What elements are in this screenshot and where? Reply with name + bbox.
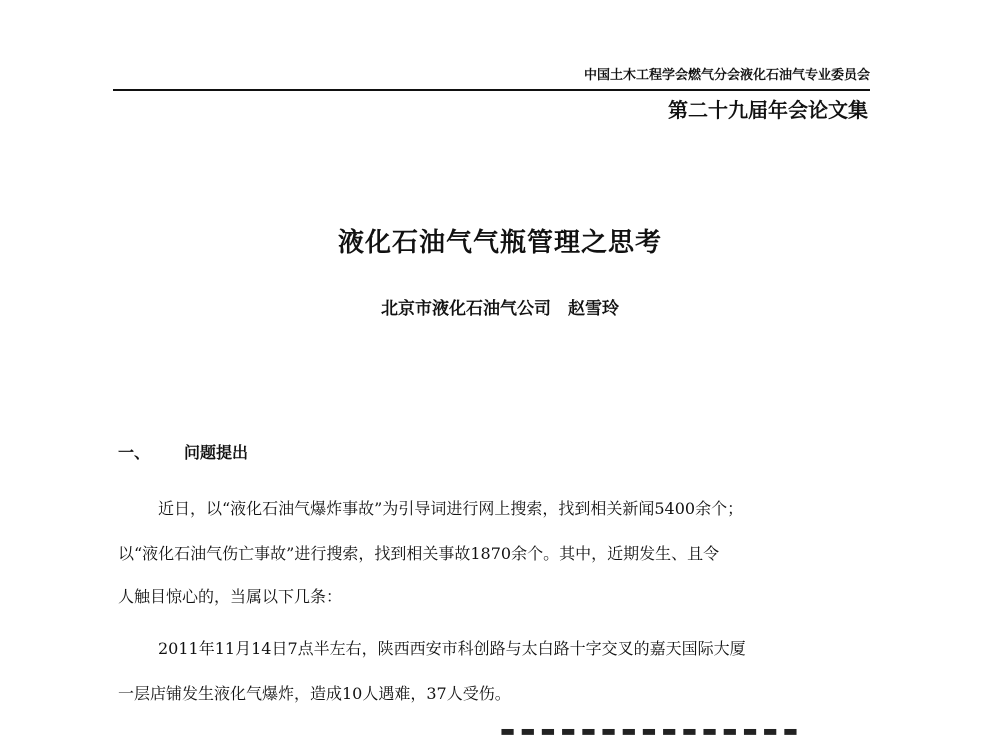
section-number: 一、 [118, 443, 151, 462]
header-volume-title: 第二十九届年会论文集 [668, 98, 868, 122]
paragraph-line: 一层店铺发生液化气爆炸，造成10人遇难，37人受伤。 [118, 684, 511, 703]
paper-author: 北京市液化石油气公司 赵雪玲 [381, 299, 619, 319]
paragraph-line: 以“液化石油气伤亡事故”进行搜索，找到相关事故1870余个。其中，近期发生、且令 [118, 544, 720, 563]
paragraph-line: 人触目惊心的，当属以下几条： [118, 587, 343, 606]
header-organization: 中国土木工程学会燃气分会液化石油气专业委员会 [583, 68, 870, 83]
paragraph-line: 2011年11月14日7点半左右，陕西西安市科创路与太白路十字交叉的嘉天国际大厦 [158, 639, 746, 658]
cut-off-text-fragment [500, 727, 870, 737]
paragraph-line: 近日，以“液化石油气爆炸事故”为引导词进行网上搜索，找到相关新闻5400余个； [158, 499, 744, 518]
section-heading [118, 440, 248, 463]
section-title: 问题提出 [184, 443, 249, 462]
cut-off-line: ▬ ▬ ▬ ▬ ▬ ▬ ▬ ▬ ▬ ▬ ▬ ▬ ▬ ▬ ▬ [500, 727, 798, 737]
header-divider [113, 89, 870, 91]
paper-title: 液化石油气气瓶管理之思考 [337, 228, 662, 258]
